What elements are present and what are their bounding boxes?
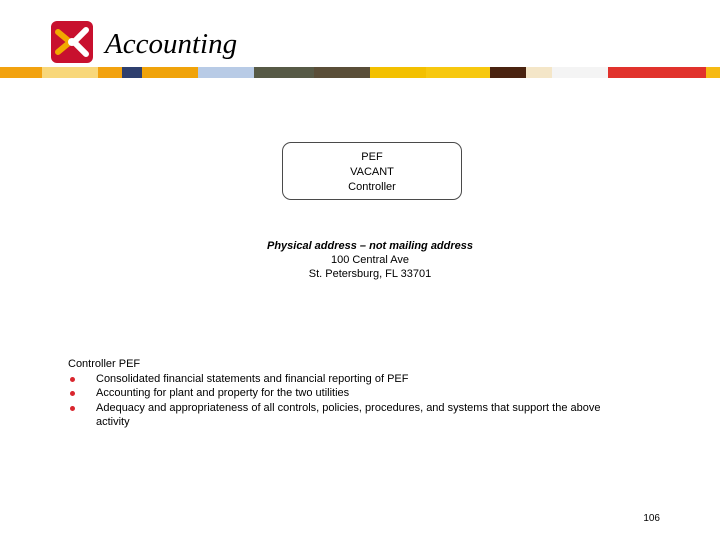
stripe-segment <box>98 67 122 78</box>
list-item <box>68 386 628 401</box>
stripe-segment <box>254 67 314 78</box>
stripe-segment <box>608 67 664 78</box>
stripe-segment <box>426 67 490 78</box>
address-city: St. Petersburg, FL 33701 <box>308 268 432 280</box>
address-heading: Physical address – not mailing address <box>266 240 474 252</box>
stripe-segment <box>526 67 552 78</box>
bullet-icon <box>70 406 75 411</box>
bullet-icon <box>70 391 75 396</box>
stripe-segment <box>370 67 426 78</box>
address-block <box>200 239 540 281</box>
stripe-segment <box>552 67 608 78</box>
stripe-segment <box>314 67 370 78</box>
list-item <box>68 372 628 387</box>
list-item <box>68 401 628 430</box>
org-box-entity: PEF <box>361 151 383 163</box>
stripe-segment <box>706 67 720 78</box>
company-logo-icon <box>50 20 94 64</box>
list-item-text: Accounting for plant and property for the two utilities <box>96 387 350 399</box>
org-box-status: VACANT <box>350 166 394 178</box>
org-chart-box <box>282 142 462 200</box>
org-box-role: Controller <box>348 181 396 193</box>
responsibilities-title: Controller PEF <box>68 358 141 370</box>
stripe-segment <box>142 67 198 78</box>
stripe-segment <box>0 67 42 78</box>
bullet-icon <box>70 377 75 382</box>
responsibilities-section <box>68 357 628 430</box>
page-number: 106 <box>643 513 660 524</box>
list-item-text: Adequacy and appropriateness of all controls, policies, procedures, and systems that support the above activity <box>96 401 601 428</box>
responsibilities-list <box>68 372 628 430</box>
stripe-segment <box>490 67 526 78</box>
page-title: Accounting <box>105 28 238 60</box>
stripe-segment <box>42 67 98 78</box>
stripe-segment <box>122 67 142 78</box>
stripe-segment <box>664 67 706 78</box>
stripe-segment <box>198 67 254 78</box>
address-street: 100 Central Ave <box>330 254 410 266</box>
list-item-text: Consolidated financial statements and financial reporting of PEF <box>96 372 409 385</box>
color-stripe <box>0 67 720 78</box>
